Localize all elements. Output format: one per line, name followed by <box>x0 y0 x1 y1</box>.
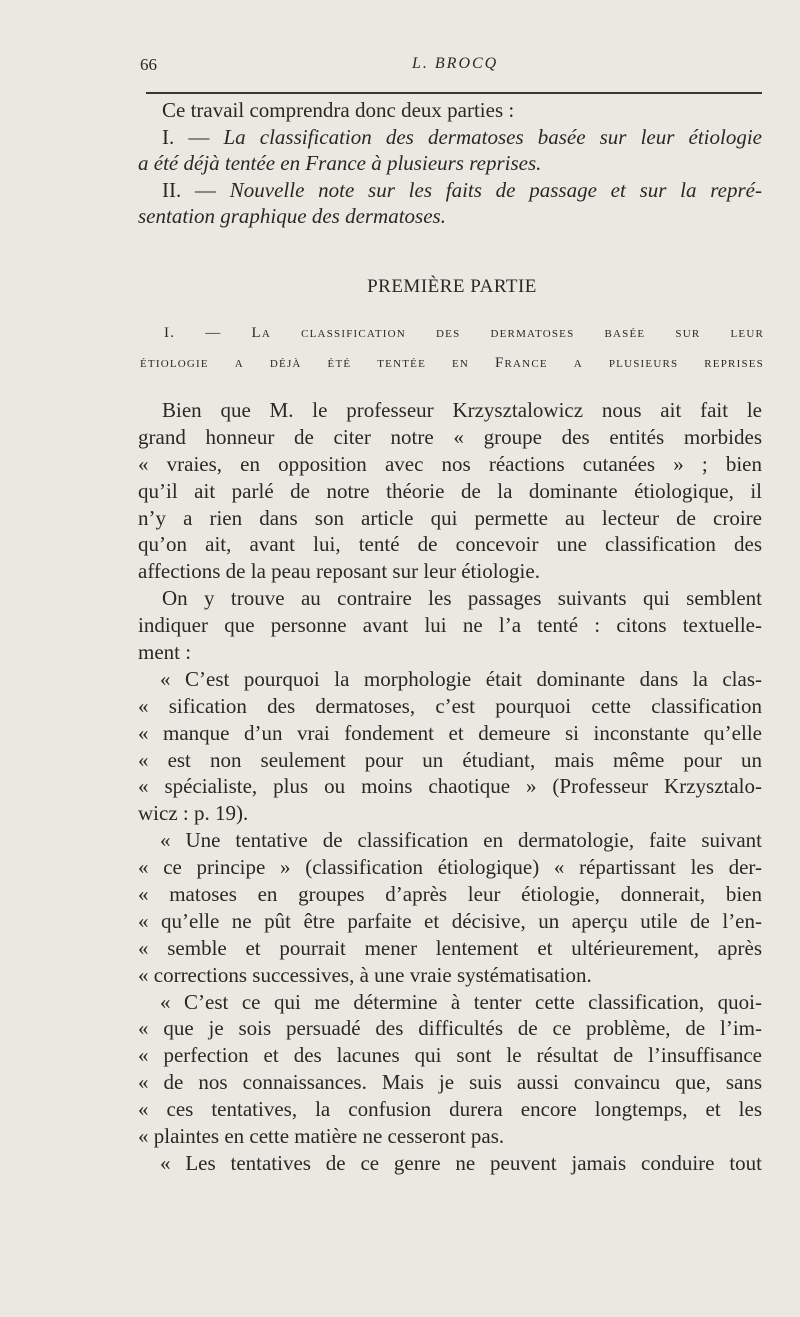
page-header <box>140 55 760 79</box>
text-line: Ce travail comprendra donc deux parties : <box>162 98 515 122</box>
quote-line: wicz : p. 19). <box>138 801 249 826</box>
text-line: n’y a rien dans son article qui permette au lecteur de croire <box>138 505 762 530</box>
body-text <box>138 397 762 1177</box>
quote-line: « sification des dermatoses, c’est pourquoi cette classification <box>138 693 762 718</box>
section-heading-line: étiologie a déjà été tentée en France a plusieurs reprises <box>140 355 764 371</box>
quote-line: « semble et pourrait mener lentement et ultérieurement, après <box>138 935 762 960</box>
text-line: a été déjà tentée en France à plusieurs reprises. <box>138 151 542 175</box>
quote-line: « manque d’un vrai fondement et demeure si inconstante qu’elle <box>138 720 762 745</box>
quote-line: « de nos connaissances. Mais je suis aussi convaincu que, sans <box>138 1070 762 1095</box>
part-two-label: II. — <box>162 177 230 202</box>
header-rule <box>146 92 762 94</box>
part-two-title: Nouvelle note sur les faits de passage et sur la repré- <box>229 177 762 202</box>
running-head: L. BROCQ <box>412 55 499 72</box>
quote-line: « est non seulement pour un étudiant, mais même pour un <box>138 747 762 772</box>
quote-line: « matoses en groupes d’après leur étiologie, donnerait, bien <box>138 882 762 907</box>
text-line: « vraies, en opposition avec nos réactions cutanées » ; bien <box>138 451 762 476</box>
quote-line: « C’est pourquoi la morphologie était dominante dans la clas- <box>160 666 762 691</box>
quote-line: « plaintes en cette matière ne cesseront pas. <box>138 1124 505 1149</box>
quote-line: « C’est ce qui me détermine à tenter cette classification, quoi- <box>160 989 762 1014</box>
part-one-title: La classification des dermatoses basée sur leur étiologie <box>223 124 763 149</box>
text-line: Bien que M. le professeur Krzysztalowicz nous ait fait le <box>162 398 762 422</box>
text-line <box>138 124 762 151</box>
quote-line: « corrections successives, à une vraie systématisation. <box>138 962 592 987</box>
quote-line: « ce principe » (classification étiologique) « répartissant les der- <box>138 855 762 880</box>
text-line: grand honneur de citer notre « groupe des entités morbides <box>138 424 762 449</box>
quote-line: « que je sois persuadé des difficultés de ce problème, de l’im- <box>138 1016 762 1041</box>
part-one-label: I. — <box>162 124 224 149</box>
page-number: 66 <box>140 55 157 74</box>
text-line: On y trouve au contraire les passages suivants qui semblent <box>162 586 762 611</box>
text-line: ment : <box>138 640 192 665</box>
quote-line: « qu’elle ne pût être parfaite et décisive, un aperçu utile de l’en- <box>138 908 762 933</box>
text-line <box>138 177 762 204</box>
text-line: qu’on ait, avant lui, tenté de concevoir une classification des <box>138 532 762 557</box>
text-line: sentation graphique des dermatoses. <box>138 204 446 228</box>
text-line: affections de la peau reposant sur leur étiologie. <box>138 559 540 584</box>
text-line: indiquer que personne avant lui ne l’a tenté : citons textuelle- <box>138 613 762 638</box>
section-heading-line: I. — La classification des dermatoses basée sur leur <box>164 325 764 341</box>
quote-line: « ces tentatives, la confusion durera encore longtemps, et les <box>138 1097 762 1122</box>
quote-line: « spécialiste, plus ou moins chaotique » (Professeur Krzysztalo- <box>138 774 762 799</box>
quote-line: « Les tentatives de ce genre ne peuvent jamais conduire tout <box>160 1150 762 1175</box>
part-title: PREMIÈRE PARTIE <box>367 276 537 297</box>
quote-line: « Une tentative de classification en dermatologie, faite suivant <box>160 828 762 853</box>
section-heading <box>140 318 764 378</box>
quote-line: « perfection et des lacunes qui sont le résultat de l’insuffisance <box>138 1043 762 1068</box>
text-line: qu’il ait parlé de notre théorie de la dominante étiologique, il <box>138 478 762 503</box>
intro-paragraph <box>138 97 762 230</box>
